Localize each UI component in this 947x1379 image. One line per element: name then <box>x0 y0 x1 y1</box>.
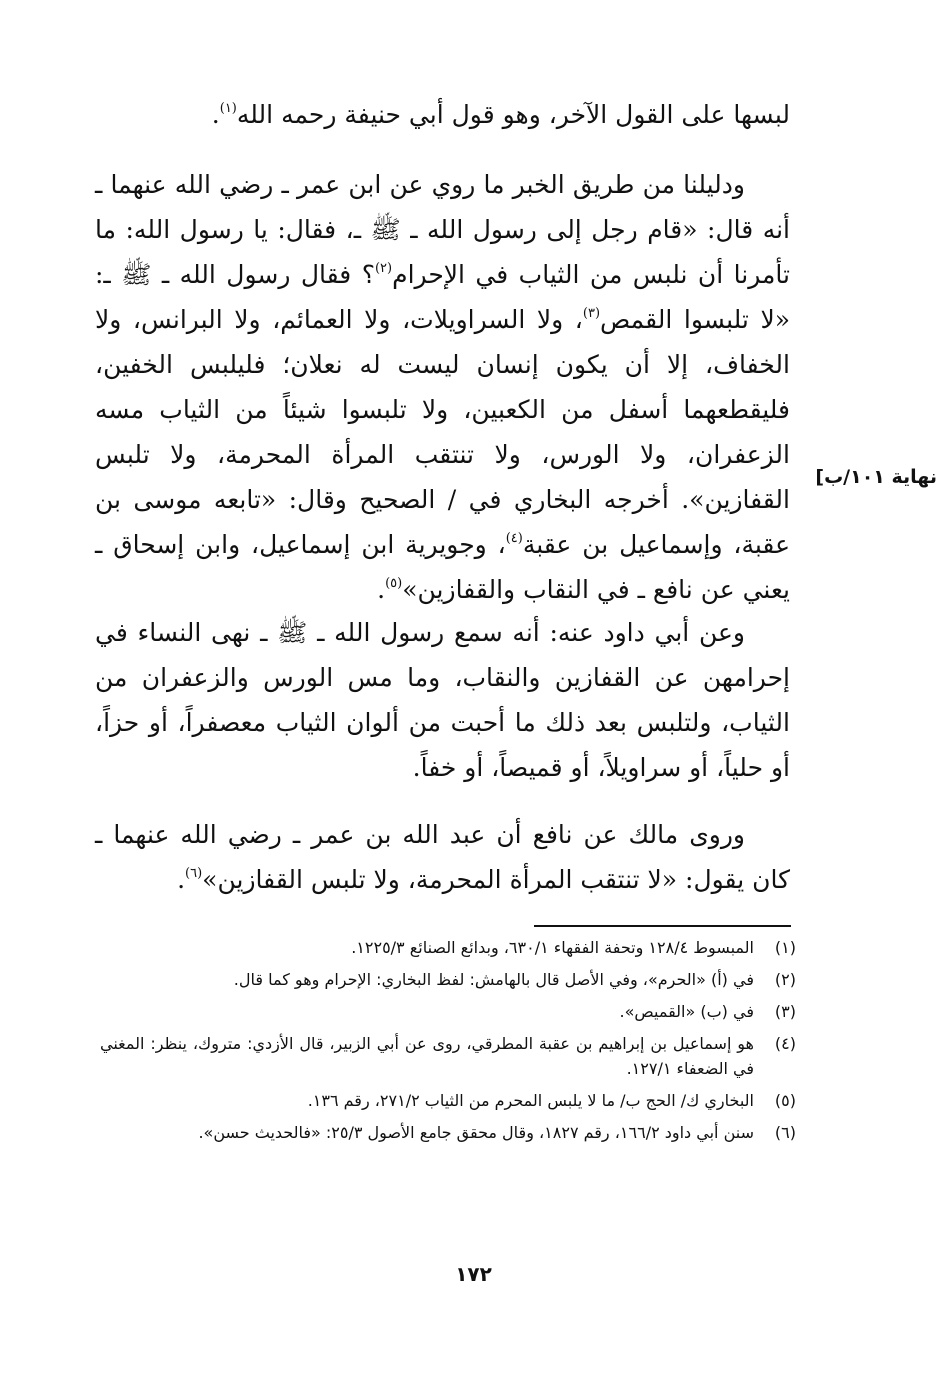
footnote-ref: (١) <box>219 101 237 116</box>
text-run: ، وجويرية ابن إسماعيل، وابن إسحاق ـ يعني عن نافع ـ في النقاب والقفازين» <box>95 530 790 604</box>
footnote-text: في (أ) «الحرم»، وفي الأصل قال بالهامش: لفظ البخاري: الإحرام وهو كما قال. <box>233 970 754 989</box>
footnote-ref: (٢) <box>374 261 393 276</box>
footnote <box>100 1088 796 1113</box>
text-run: . <box>177 865 186 894</box>
page-number: ١٧٢ <box>455 1262 492 1286</box>
footnote-number: (٣) <box>774 1002 796 1021</box>
margin-note: نهاية ١٠١/ب] <box>815 466 937 488</box>
paragraph-1 <box>95 92 790 137</box>
text-run: . <box>211 100 220 129</box>
footnote-ref: (٥) <box>385 576 403 591</box>
text-run: وروى مالك عن نافع أن عبد الله بن عمر ـ رضي الله عنهما ـ كان يقول: «لا تنتقب المرأة المحرمة، ولا تلبس القفازين» <box>95 820 790 894</box>
footnote-ref: (٤) <box>505 531 523 546</box>
text-run: . <box>377 575 386 604</box>
footnote-number: (٢) <box>774 970 796 989</box>
text-run: لبسها على القول الآخر، وهو قول أبي حنيفة رحمه الله <box>236 100 790 129</box>
paragraph-2 <box>95 162 790 612</box>
footnote-text: البخاري ك/ الحج ب/ ما لا يلبس المحرم من الثياب ٢٧١/٢، رقم ١٣٦. <box>307 1091 754 1110</box>
footnote <box>100 1120 796 1145</box>
footnote-ref: (٣) <box>582 306 601 321</box>
paragraph-text <box>95 92 790 137</box>
paragraph-text <box>95 162 790 612</box>
paragraph-text <box>95 610 790 790</box>
paragraph-3 <box>95 610 790 790</box>
footnote-text: المبسوط ١٢٨/٤ وتحفة الفقهاء ٦٣٠/١، وبدائع الصنائع ١٢٢٥/٣. <box>351 938 754 957</box>
footnote-number: (٤) <box>774 1034 796 1053</box>
footnote <box>100 1031 796 1081</box>
paragraph-text <box>95 812 790 902</box>
footnote-text: هو إسماعيل بن إبراهيم بن عقبة المطرقي، روى عن أبي الزبير، قال الأزدي: متروك، ينظر: المغني في الضعفاء ١٢٧/١. <box>100 1034 754 1078</box>
footnote-number: (٥) <box>774 1091 796 1110</box>
paragraph-4 <box>95 812 790 902</box>
footnote <box>100 935 796 960</box>
footnote-separator <box>534 925 791 927</box>
footnote-text: سنن أبي داود ١٦٦/٢، رقم ١٨٢٧، وقال محقق جامع الأصول ٢٥/٣: «فالحديث حسن». <box>198 1123 754 1142</box>
text-run: ودليلنا من طريق الخبر ما روي عن ابن عمر ـ رضي الله عنهما ـ أنه قال: «قام رجل إلى رسول الله ـ ﷺ ـ، فقال: يا رسول الله: ما تأمرنا أن نلبس من الثياب في الإحرام <box>95 170 790 289</box>
footnotes <box>100 935 796 1152</box>
footnote-ref: (٦) <box>185 866 203 881</box>
footnote-number: (١) <box>774 938 796 957</box>
text-run: ، ولا السراويلات، ولا العمائم، ولا البرانس، ولا الخفاف، إلا أن يكون إنسان ليست له نعلان؛ فليلبس الخفين، فليقطعهما أسفل من الكعبين، ولا تلبسوا شيئاً من الثياب مسه الزعفران، ولا الورس، ولا تنتقب المرأة المحرمة، ولا تلبس القفازين». أخرجه البخاري في / الصحيح وقال: «تابعه موسى بن عقبة، وإسماعيل بن عقبة <box>95 305 790 559</box>
footnote <box>100 999 796 1024</box>
footnote <box>100 967 796 992</box>
footnote-text: في (ب) «القميص». <box>619 1002 754 1021</box>
text-run: وعن أبي داود عنه: أنه سمع رسول الله ـ ﷺ ـ نهى النساء في إحرامهن عن القفازين والنقاب، وما مس الورس والزعفران من الثياب، ولتلبس بعد ذلك ما أحبت من ألوان الثياب معصفراً، أو حزاً، أو حلياً، أو سراويلاً، أو قميصاً، أو خفاً. <box>95 618 790 782</box>
footnote-number: (٦) <box>774 1123 796 1142</box>
text-run: ؟ فقال رسول الله ـ ﷺ ـ: «لا تلبسوا القمص <box>95 260 791 334</box>
